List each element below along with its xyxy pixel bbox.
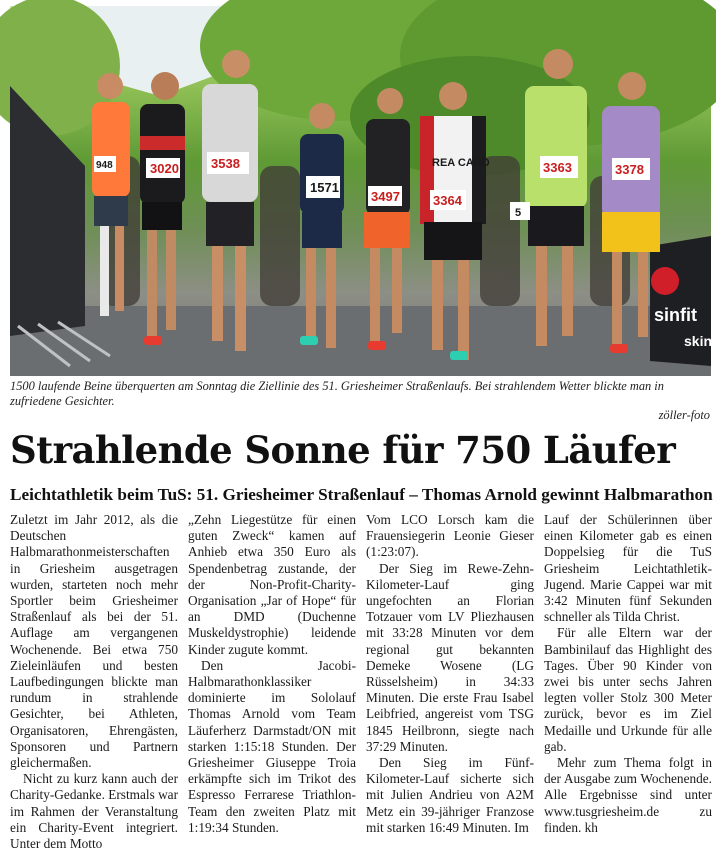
- bib-3364: 3364: [433, 193, 462, 208]
- paragraph: Der Sieg im Rewe-Zehn-Kilometer-Lauf ging ungefochten an Florian Totzauer vom LV Pliezhausen mit 33:28 Minuten vor dem regional gut bekannten Demeke Wosene (LG Rüsselsheim) in 34:33 Minuten. Die erste Frau Isabel Leibfried, angereist vom TSG 1845 Heilbronn, siegte nach 37:29 Minuten.: [366, 560, 534, 754]
- bib-3497: 3497: [371, 189, 400, 204]
- text-column-2: [188, 512, 356, 835]
- paragraph: Den Jacobi-Halbmarathonklassiker dominierte im Sololauf Thomas Arnold vom Team Läuferherz Darmstadt/ON mit starken 1:15:18 Stunden. Der Griesheimer Giuseppe Troia erkämpfte sich im Trikot des Espresso Ferrarese Triathlon-Team den zweiten Platz mit 1:19:34 Stunden.: [188, 657, 356, 835]
- banner-skin-text: skin: [684, 333, 713, 349]
- bib-3020: 3020: [150, 161, 179, 176]
- race-photo: [10, 6, 711, 376]
- shirt-rea-card: REA CARD: [432, 157, 490, 169]
- paragraph: Nicht zu kurz kann auch der Charity-Gedanke. Erstmals war im Rahmen der Veranstaltung ein Charity-Event integriert. Unter dem Motto: [10, 771, 179, 852]
- paragraph: Zuletzt im Jahr 2012, als die Deutschen Halbmarathonmeisterschaften in Griesheim ausgetragen wurden, starteten noch mehr Sportler beim Griesheimer Straßenlauf als bei der 51. Auflage am vergangenen Wochenende. Bei etwa 750 Zieleinläufen und besten Laufbedingungen blickte man rundum in strahlende Gesichter, bei Athleten, Organisatoren, Ehrengästen, Sponsoren und Partnern gleichermaßen.: [10, 512, 178, 771]
- article-headline: Strahlende Sonne für 750 Läufer: [10, 428, 676, 472]
- bib-3363: 3363: [543, 160, 572, 175]
- article-subhead: Leichtathletik beim TuS: 51. Griesheimer Straßenlauf – Thomas Arnold gewinnt Halbmarathon: [10, 485, 713, 504]
- paragraph: Lauf der Schülerinnen über einen Kilometer gab es einen Doppelsieg für die TuS Griesheim Leichtathletik-Jugend. Marie Cappei war mit 3:42 Minuten fünf Sekunden schneller als Tilda Christ.: [544, 512, 712, 625]
- photo-credit: zöller-foto: [658, 408, 710, 422]
- paragraph: Für alle Eltern war der Bambinilauf das Highlight des Tages. Über 90 Kinder von zwei bis unter sechs Jahren legten voller Stolz 300 Meter zurück, bevor es im Ziel Medaille und Urkunde für alle gab.: [544, 625, 712, 754]
- paragraph: „Zehn Liegestütze für einen guten Zweck“ kamen auf Anhieb etwa 350 Euro als Spendenbetrag zustande, der der Non-Profit-Charity-Organisation „Jar of Hope“ für an DMD (Duchenne Muskeldystrophie) leidende Kinder zugute kommt.: [188, 512, 356, 657]
- banner-sinfit-text: sinfit: [654, 305, 697, 325]
- bib-3378: 3378: [615, 162, 644, 177]
- bib-948: 948: [96, 160, 113, 171]
- bib-1571: 1571: [310, 180, 339, 195]
- paragraph: Mehr zum Thema folgt in der Ausgabe zum Wochenende. Alle Ergebnisse sind unter www.tusgriesheim.de zu finden. kh: [544, 755, 712, 835]
- caption-text: 1500 laufende Beine überquerten am Sonntag die Ziellinie des 51. Griesheimer Straßenlaufs. Bei strahlendem Wetter blickte man in zufriedene Gesichter.: [10, 379, 664, 408]
- text-column-3: [366, 512, 534, 835]
- paragraph: Den Sieg im Fünf-Kilometer-Lauf sicherte sich mit Julien Andrieu von A2M Metz ein 39-jähriger Franzose mit starken 16:49 Minuten. Im: [366, 755, 534, 835]
- bib-5: 5: [515, 207, 522, 219]
- photo-caption: [10, 379, 710, 423]
- article-body: [10, 512, 712, 852]
- text-column-4: [544, 512, 712, 835]
- text-column-1: [10, 512, 179, 852]
- bib-3538: 3538: [211, 156, 240, 171]
- paragraph: Vom LCO Lorsch kam die Frauensiegerin Leonie Gieser (1:23:07).: [366, 512, 534, 560]
- runners-illustration: [10, 6, 711, 376]
